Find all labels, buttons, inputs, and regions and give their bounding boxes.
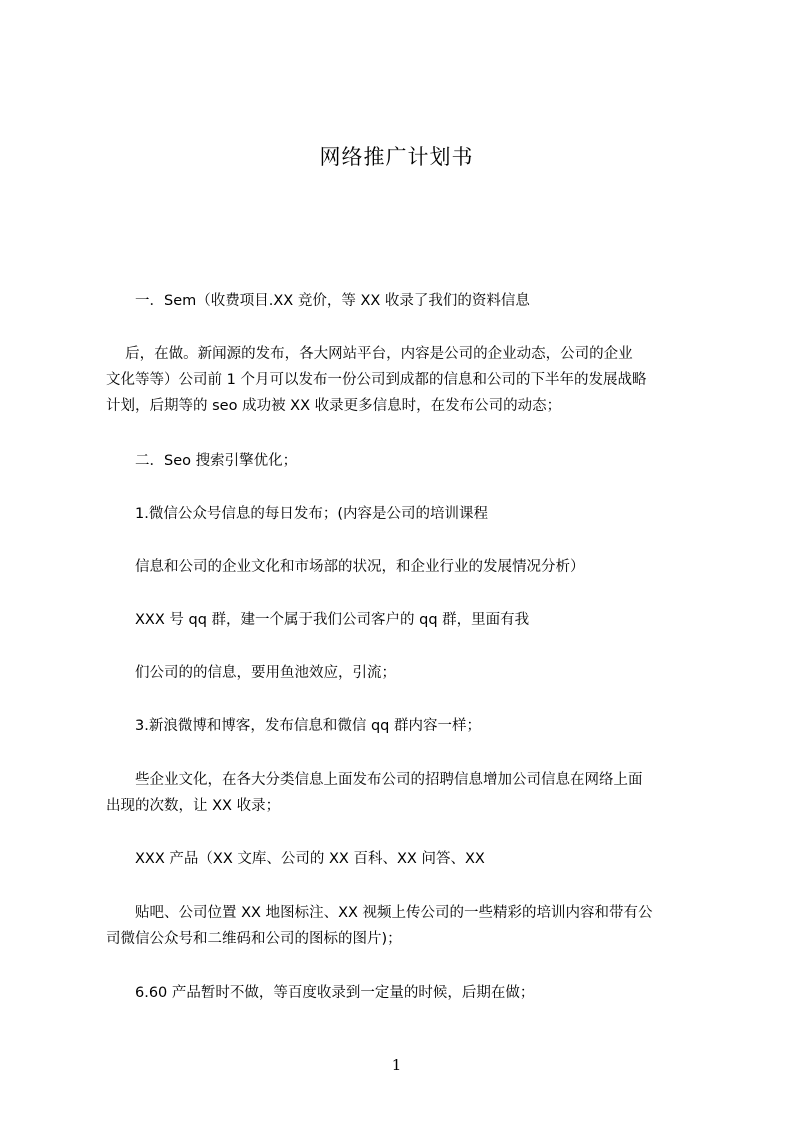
paragraph-line: 一．Sem（收费项目.XX 竞价，等 XX 收录了我们的资料信息 [106,293,530,309]
paragraph-line: 文化等等）公司前 1 个月可以发布一份公司到成都的信息和公司的下半年的发展战略 [106,372,647,388]
paragraph-line: 出现的次数，让 XX 收录； [106,798,281,814]
paragraph-line: XXX 产品（XX 文库、公司的 XX 百科、XX 问答、XX [106,851,485,867]
paragraph-wechat [106,501,702,527]
paragraph-product-60 [106,980,702,1006]
paragraph-company-info [106,554,702,580]
document-title: 网络推广计划书 [319,145,474,169]
paragraph-line: 司微信公众号和二维码和公司的图标的图片)； [106,931,402,947]
paragraph-fish-pond [106,660,702,686]
paragraph-qq-group [106,607,702,633]
paragraph-sem [106,288,702,314]
paragraph-news-release [106,341,702,419]
paragraph-line: 信息和公司的企业文化和市场部的状况，和企业行业的发展情况分析） [106,559,585,575]
paragraph-line: 后，在做。新闻源的发布，各大网站平台，内容是公司的企业动态，公司的企业 [106,346,633,362]
paragraph-seo [106,448,702,474]
paragraph-line: 二．Seo 搜索引擎优化； [106,453,298,469]
paragraph-tieba [106,900,702,952]
paragraph-line: 们公司的的信息，要用鱼池效应，引流； [106,665,396,681]
paragraph-weibo [106,713,702,739]
paragraph-classified-info [106,767,702,819]
paragraph-line: 些企业文化，在各大分类信息上面发布公司的招聘信息增加公司信息在网络上面 [106,772,643,788]
paragraph-line: 6.60 产品暂时不做，等百度收录到一定量的时候，后期在做； [106,985,535,1001]
paragraph-products [106,846,702,872]
page-number: 1 [391,1056,402,1074]
paragraph-line: 贴吧、公司位置 XX 地图标注、XX 视频上传公司的一些精彩的培训内容和带有公 [106,905,653,921]
paragraph-line: 3.新浪微博和博客，发布信息和微信 qq 群内容一样； [106,718,481,734]
paragraph-line: 计划，后期等的 seo 成功被 XX 收录更多信息时，在发布公司的动态； [106,398,562,414]
paragraph-line: 1.微信公众号信息的每日发布；(内容是公司的培训课程 [106,506,488,522]
paragraph-line: XXX 号 qq 群，建一个属于我们公司客户的 qq 群，里面有我 [106,612,530,628]
